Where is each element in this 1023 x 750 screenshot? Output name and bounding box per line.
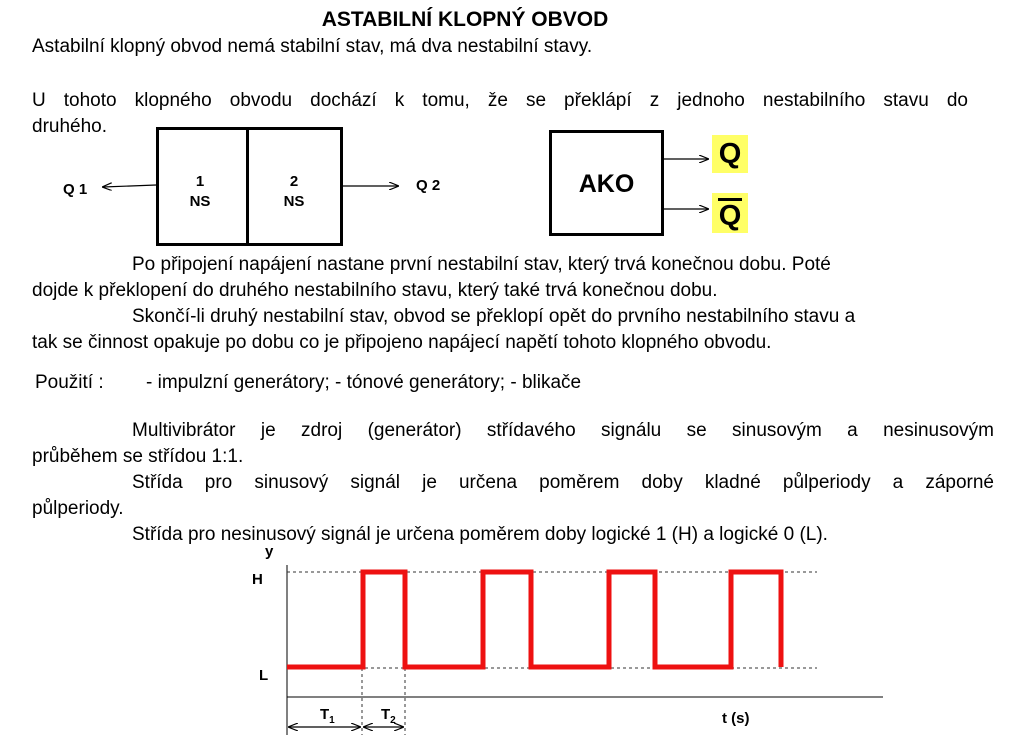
para3-line2: průběhem se střídou 1:1. bbox=[32, 446, 244, 467]
intro-text: Astabilní klopný obvod nemá stabilní stav, má dva nestabilní stavy. bbox=[32, 36, 593, 57]
signal-waveform bbox=[287, 572, 781, 667]
para2-line3: Skončí-li druhý nestabilní stav, obvod se překlopí opět do prvního nestabilního stavu a bbox=[132, 306, 856, 327]
q1-label: Q 1 bbox=[63, 181, 88, 198]
para1-line1: U tohoto klopného obvodu dochází k tomu, že se překlápí z jednoho nestabilního stavu do bbox=[32, 90, 968, 111]
q2-label: Q 2 bbox=[416, 177, 441, 194]
usage-label: Použití : bbox=[35, 372, 104, 393]
ns1-text: NS bbox=[189, 193, 211, 210]
para3-line4: půlperiody. bbox=[32, 498, 124, 519]
para3-line1: Multivibrátor je zdroj (generátor) střídavého signálu se sinusovým a nesinusovým bbox=[132, 420, 994, 441]
ako-label: AKO bbox=[578, 170, 635, 198]
para2 bbox=[32, 252, 968, 356]
q-bar-text: Q bbox=[718, 200, 742, 232]
t1-text: T bbox=[320, 706, 330, 723]
q-output-label: Q bbox=[712, 135, 748, 173]
ns1-number: 1 bbox=[195, 173, 205, 190]
para3 bbox=[32, 418, 994, 548]
t1-label bbox=[320, 706, 335, 726]
page-title: ASTABILNÍ KLOPNÝ OBVOD bbox=[321, 8, 609, 31]
l-level-label: L bbox=[259, 667, 269, 684]
q1-arrow bbox=[103, 185, 156, 187]
para3-line5: Střída pro nesinusový signál je určena poměrem doby logické 1 (H) a logické 0 (L). bbox=[132, 524, 828, 545]
x-axis-label: t (s) bbox=[722, 710, 750, 727]
ns2-text: NS bbox=[283, 193, 305, 210]
t2-text: T bbox=[381, 706, 391, 723]
para1-line2: druhého. bbox=[32, 116, 108, 137]
y-axis-label: y bbox=[265, 543, 274, 560]
t2-label bbox=[381, 706, 396, 726]
usage-text: - impulzní generátory; - tónové generátory; - blikače bbox=[146, 372, 582, 393]
t1-subscript: 1 bbox=[329, 715, 335, 726]
para2-line1: Po připojení napájení nastane první nestabilní stav, který trvá konečnou dobu. Poté bbox=[132, 254, 831, 275]
h-level-label: H bbox=[252, 571, 263, 588]
ns2-number: 2 bbox=[289, 173, 299, 190]
para3-line3: Střída pro sinusový signál je určena poměrem doby kladné půlperiody a záporné bbox=[132, 472, 994, 493]
para2-line2: dojde k překlopení do druhého nestabilního stavu, který také trvá konečnou dobu. bbox=[32, 280, 718, 301]
para2-line4: tak se činnost opakuje po dobu co je připojeno napájecí napětí tohoto klopného obvodu. bbox=[32, 332, 772, 353]
t2-subscript: 2 bbox=[390, 715, 396, 726]
